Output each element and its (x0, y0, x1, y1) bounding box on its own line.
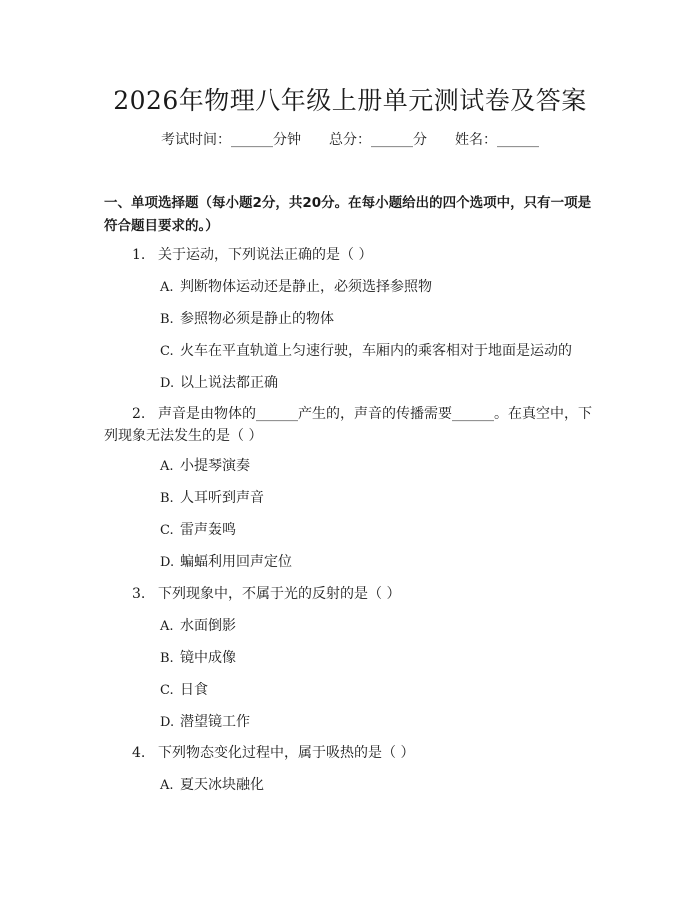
option-letter: B. (160, 312, 174, 327)
option-text: 水面倒影 (180, 618, 236, 634)
exam-meta-line (0, 130, 700, 150)
option-4a (160, 775, 590, 796)
option-letter: B. (160, 491, 174, 506)
option-1c (160, 341, 590, 362)
option-letter: C. (160, 683, 174, 698)
total-score-field: 总分：______分 (329, 132, 427, 148)
option-letter: B. (160, 651, 174, 666)
option-letter: A. (160, 459, 174, 474)
question-1 (132, 245, 592, 265)
option-text: 夏天冰块融化 (180, 777, 264, 793)
option-1d (160, 373, 590, 394)
option-1b (160, 309, 590, 330)
question-2 (104, 403, 601, 447)
option-3b (160, 648, 590, 669)
option-text: 判断物体运动还是静止，必须选择参照物 (180, 279, 432, 295)
option-letter: C. (160, 523, 174, 538)
question-text: 下列现象中，不属于光的反射的是（ ） (158, 586, 401, 602)
option-2c (160, 520, 590, 541)
option-text: 参照物必须是静止的物体 (180, 311, 334, 327)
document-title: 2026年物理八年级上册单元测试卷及答案 (113, 86, 587, 115)
option-letter: D. (160, 715, 175, 730)
option-text: 人耳听到声音 (180, 490, 264, 506)
question-text: 下列物态变化过程中，属于吸热的是（ ） (158, 745, 415, 761)
option-3d (160, 712, 590, 733)
option-1a (160, 277, 590, 298)
student-name-field: 姓名：______ (455, 132, 539, 148)
question-number: 3. (132, 586, 146, 602)
option-2b (160, 488, 590, 509)
option-letter: D. (160, 555, 175, 570)
option-text: 雷声轰鸣 (180, 522, 236, 538)
question-number: 1. (132, 247, 146, 263)
option-text: 日食 (180, 682, 208, 698)
option-text: 以上说法都正确 (180, 375, 278, 391)
option-letter: A. (160, 619, 174, 634)
option-text: 蝙蝠利用回声定位 (180, 554, 292, 570)
option-text: 火车在平直轨道上匀速行驶，车厢内的乘客相对于地面是运动的 (180, 343, 572, 359)
question-3 (132, 584, 592, 604)
option-3c (160, 680, 590, 701)
question-text: 声音是由物体的______产生的，声音的传播需要______。在真空中，下列现象无法发生的是（ ） (104, 406, 592, 444)
option-2d (160, 552, 590, 573)
option-text: 潜望镜工作 (180, 714, 250, 730)
question-number: 4. (132, 745, 146, 761)
option-letter: A. (160, 778, 174, 793)
question-4 (132, 743, 592, 763)
option-letter: C. (160, 344, 174, 359)
question-number: 2. (132, 406, 146, 422)
option-text: 镜中成像 (180, 650, 236, 666)
option-3a (160, 616, 590, 637)
option-2a (160, 456, 590, 477)
option-letter: A. (160, 280, 174, 295)
option-letter: D. (160, 376, 175, 391)
exam-time-field: 考试时间：______分钟 (161, 132, 301, 148)
section-heading: 一、单项选择题（每小题2分，共20分。在每小题给出的四个选项中，只有一项是符合题目要求的。） (104, 195, 592, 234)
option-text: 小提琴演奏 (180, 458, 250, 474)
question-text: 关于运动，下列说法正确的是（ ） (158, 247, 373, 263)
